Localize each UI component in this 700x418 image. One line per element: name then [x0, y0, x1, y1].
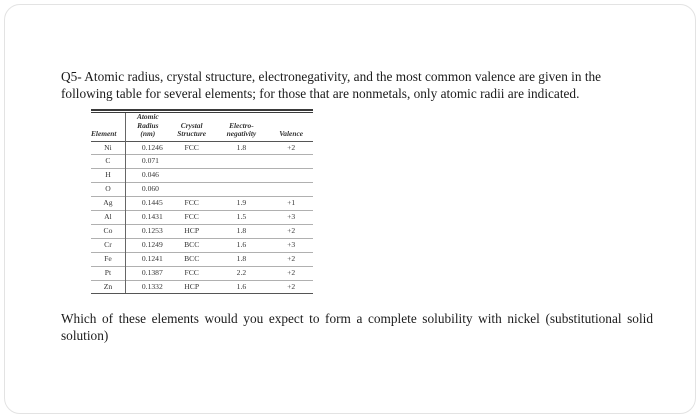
- cell-radius: 0.046: [125, 169, 169, 183]
- screenshot-frame: [4, 4, 696, 414]
- cell-element: Co: [91, 224, 125, 238]
- table-row: [91, 266, 313, 280]
- cell-structure: FCC: [170, 211, 214, 225]
- cell-element: C: [91, 155, 125, 169]
- cell-structure: [170, 183, 214, 197]
- cell-electronegativity: 1.5: [214, 211, 270, 225]
- cell-valence: +3: [269, 238, 313, 252]
- header-electronegativity: Electro- negativity: [226, 120, 257, 138]
- cell-structure: FCC: [184, 142, 199, 152]
- cell-structure: [170, 155, 214, 169]
- element-properties-table: [91, 113, 313, 294]
- cell-element: Zn: [91, 280, 125, 294]
- cell-structure: BCC: [170, 238, 214, 252]
- cell-radius: 0.1246: [141, 142, 163, 152]
- cell-electronegativity: 1.9: [214, 197, 270, 211]
- header-element: Element: [91, 113, 125, 141]
- question-text: Q5- Atomic radius, crystal structure, electronegativity, and the most common valence are given in the following table for several elements; for those that are nonmetals, only atomic radii are indicated.: [61, 69, 602, 101]
- cell-element: Al: [91, 211, 125, 225]
- table-row: [91, 238, 313, 252]
- cell-structure: [170, 169, 214, 183]
- cell-electronegativity: 1.8: [236, 142, 247, 152]
- cell-structure: HCP: [170, 224, 214, 238]
- cell-structure: FCC: [170, 197, 214, 211]
- header-valence: Valence: [279, 129, 304, 138]
- cell-valence: +2: [269, 224, 313, 238]
- cell-electronegativity: 2.2: [214, 266, 270, 280]
- cell-valence: +2: [287, 142, 296, 152]
- cell-valence: +3: [269, 211, 313, 225]
- cell-element: O: [91, 183, 125, 197]
- cell-radius: 0.1253: [125, 224, 169, 238]
- cell-electronegativity: 1.6: [214, 280, 270, 294]
- header-crystal-structure: Crystal Structure: [177, 120, 207, 138]
- cell-element: Fe: [91, 252, 125, 266]
- cell-structure: BCC: [170, 252, 214, 266]
- followup-question-text: Which of these elements would you expect to form a complete solubility with nickel (substitutional solid solution): [61, 311, 653, 343]
- cell-radius: 0.1431: [125, 211, 169, 225]
- table-row: [91, 183, 313, 197]
- cell-radius: 0.060: [125, 183, 169, 197]
- table-row: [91, 224, 313, 238]
- table-row: [91, 169, 313, 183]
- properties-table-container: [91, 109, 313, 294]
- cell-radius: 0.1332: [125, 280, 169, 294]
- cell-electronegativity: 1.8: [214, 224, 270, 238]
- cell-radius: 0.1241: [125, 252, 169, 266]
- cell-valence: [269, 169, 313, 183]
- cell-valence: [269, 155, 313, 169]
- table-row: [91, 280, 313, 294]
- cell-electronegativity: [214, 155, 270, 169]
- cell-valence: +2: [269, 280, 313, 294]
- cell-valence: +2: [269, 252, 313, 266]
- cell-structure: HCP: [170, 280, 214, 294]
- cell-electronegativity: [214, 169, 270, 183]
- cell-valence: [269, 183, 313, 197]
- cell-radius: 0.1387: [125, 266, 169, 280]
- cell-electronegativity: 1.6: [214, 238, 270, 252]
- table-row: [91, 197, 313, 211]
- table-row: [91, 252, 313, 266]
- cell-radius: 0.1445: [125, 197, 169, 211]
- cell-valence: +2: [269, 266, 313, 280]
- cell-radius: 0.1249: [125, 238, 169, 252]
- table-row: [91, 211, 313, 225]
- cell-electronegativity: 1.8: [214, 252, 270, 266]
- header-atomic-radius: Atomic Radius (nm): [136, 112, 159, 138]
- cell-element: Pt: [91, 266, 125, 280]
- table-row: [91, 141, 313, 155]
- cell-element: Ag: [91, 197, 125, 211]
- cell-electronegativity: [214, 183, 270, 197]
- cell-element: Ni: [91, 141, 125, 155]
- cell-radius: 0.071: [125, 155, 169, 169]
- cell-element: Cr: [91, 238, 125, 252]
- table-top-rule: [91, 109, 313, 111]
- cell-valence: +1: [269, 197, 313, 211]
- table-header-row: [91, 113, 313, 141]
- cell-structure: FCC: [170, 266, 214, 280]
- cell-element: H: [91, 169, 125, 183]
- table-row: [91, 155, 313, 169]
